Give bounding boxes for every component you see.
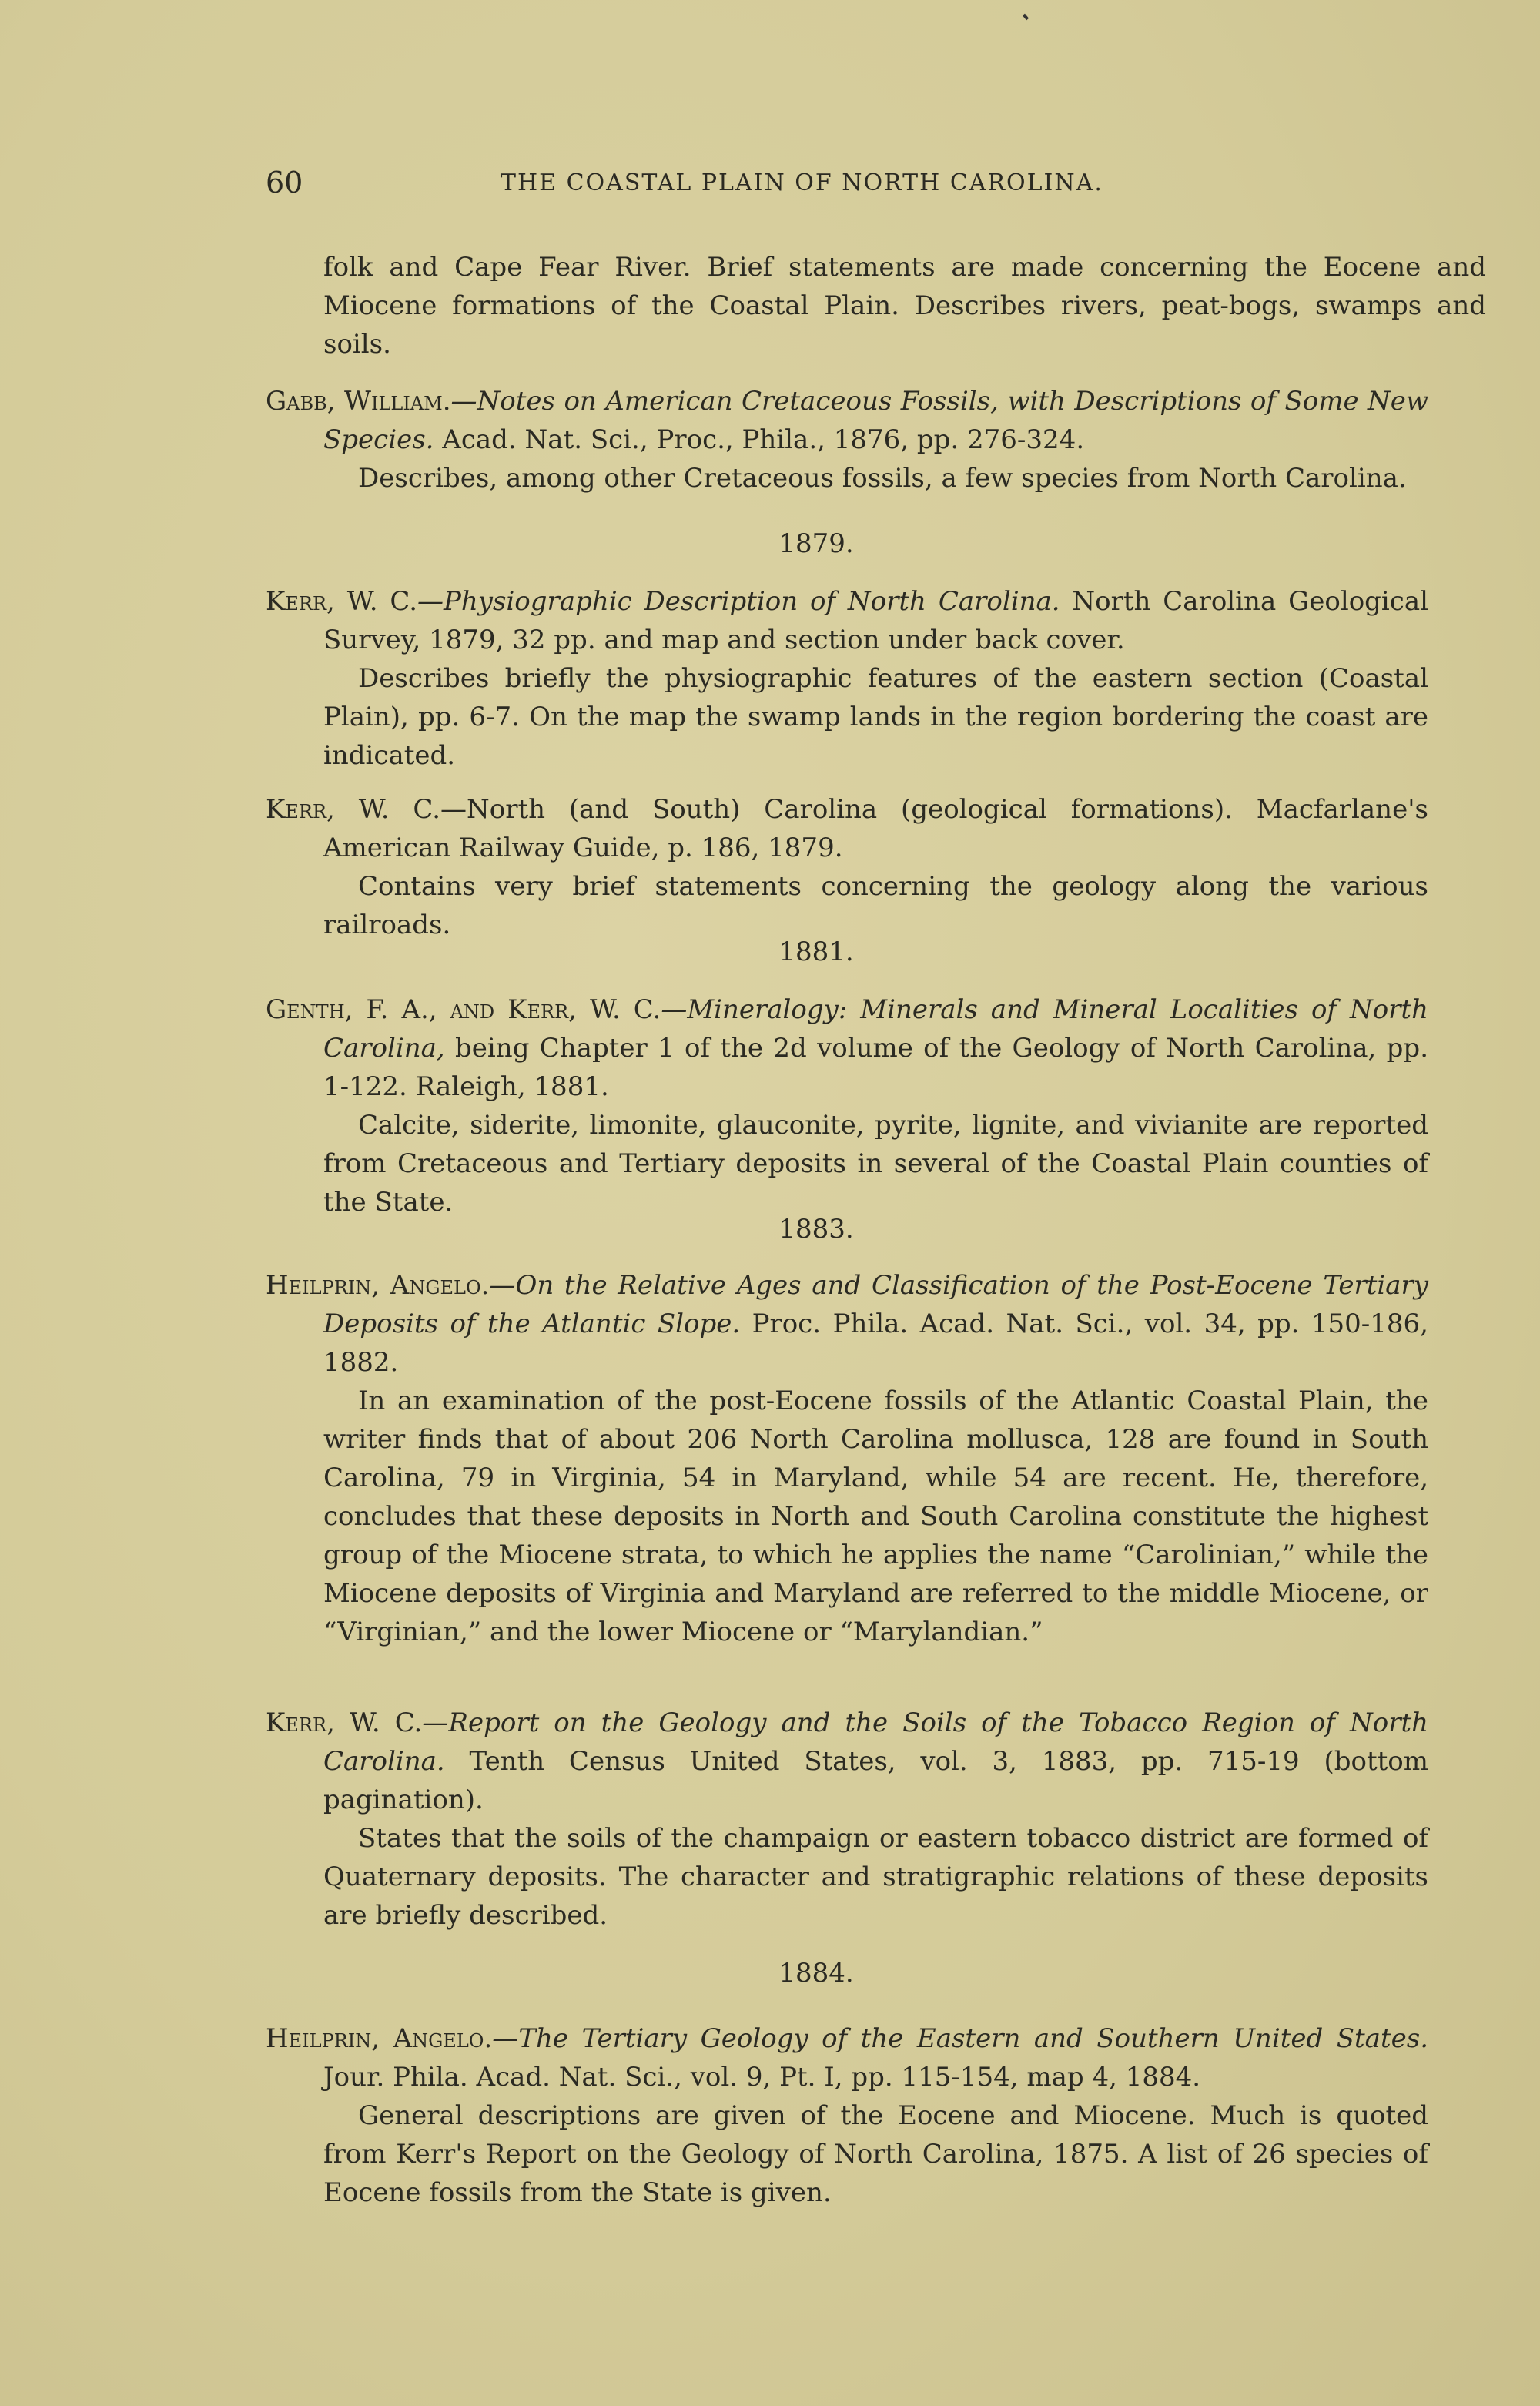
year-heading: 1883. (778, 1214, 854, 1245)
title: —Notes on American Cretaceous Fossils, with Descriptions of Some New Species. (323, 386, 1428, 455)
publication: Jour. Phila. Acad. Nat. Sci., vol. 9, Pt. I, pp. 115-154, map 4, 1884. (323, 2062, 1201, 2093)
page-number: 60 (266, 166, 303, 199)
continuation-paragraph: folk and Cape Fear River. Brief statements are made concerning the Eocene and Miocene formations of the Coastal Plain. Describes rivers, peat-bogs, swamps and soils. (323, 252, 1486, 360)
description: Describes, among other Cretaceous fossils, a few species from North Carolina. (358, 463, 1407, 494)
author: Kerr, W. C. (266, 794, 440, 825)
bibliography-entry (266, 1704, 1428, 1935)
bibliography-entry (266, 1266, 1428, 1651)
publication: being Chapter 1 of the 2d volume of the Geology of North Carolina, pp. 1-122. Raleigh, 1881. (323, 1033, 1428, 1102)
author: Kerr, W. C. (266, 1707, 423, 1738)
author: Genth, F. A., and Kerr, W. C. (266, 994, 661, 1025)
description: States that the soils of the champaign or eastern tobacco district are formed of Quaternary deposits. The character and stratigraphic relations of these deposits are briefly described. (323, 1823, 1428, 1931)
author: Heilprin, Angelo. (266, 2023, 493, 2054)
running-title: THE COASTAL PLAIN OF NORTH CAROLINA. (500, 169, 1103, 196)
title: —Report on the Geology and the Soils of the Tobacco Region of North Carolina. (323, 1707, 1429, 1777)
citation (266, 1266, 1428, 1382)
ink-speck (1023, 14, 1029, 21)
bibliography-entry (266, 582, 1428, 775)
publication: Acad. Nat. Sci., Proc., Phila., 1876, pp. 276-324. (434, 424, 1085, 455)
year-heading: 1881. (778, 937, 854, 967)
title: —The Tertiary Geology of the Eastern and Southern United States. (492, 2023, 1428, 2054)
citation (266, 2019, 1428, 2096)
citation (266, 990, 1428, 1106)
description: Describes briefly the physiographic features of the eastern section (Coastal Plain), pp. 6-7. On the map the swamp lands in the region bordering the coast are indicated. (323, 663, 1428, 771)
title: —On the Relative Ages and Classification of the Post-Eocene Tertiary Deposits of the Atlantic Slope. (323, 1270, 1428, 1339)
bibliography-entry (266, 990, 1428, 1221)
year-heading: 1884. (778, 1958, 854, 1989)
citation (266, 582, 1428, 659)
author: Kerr, W. C. (266, 586, 417, 617)
citation (266, 382, 1428, 459)
description: Calcite, siderite, limonite, glauconite, pyrite, lignite, and vivianite are reported from Cretaceous and Tertiary deposits in several of the Coastal Plain counties of the State. (323, 1110, 1428, 1218)
description: General descriptions are given of the Eocene and Miocene. Much is quoted from Kerr's Report on the Geology of North Carolina, 1875. A list of 26 species of Eocene fossils from the State is given. (323, 2100, 1428, 2208)
bibliography-entry (266, 382, 1428, 498)
author: Gabb, William. (266, 386, 451, 417)
title: —Mineralogy: Minerals and Mineral Localities of North Carolina, (323, 994, 1428, 1064)
publication: —North (and South) Carolina (geological formations). Macfarlane's American Railway Guide, p. 186, 1879. (323, 794, 1428, 863)
publication: Tenth Census United States, vol. 3, 1883, pp. 715-19 (bottom pagination). (323, 1746, 1428, 1815)
publication: Proc. Phila. Acad. Nat. Sci., vol. 34, pp. 150-186, 1882. (323, 1309, 1428, 1378)
publication: North Carolina Geological Survey, 1879, 32 pp. and map and section under back cover. (323, 586, 1428, 655)
bibliography-entry (266, 2019, 1428, 2212)
author: Heilprin, Angelo. (266, 1270, 490, 1301)
citation (266, 1704, 1428, 1819)
citation (266, 790, 1428, 867)
title: —Physiographic Description of North Carolina. (417, 586, 1060, 617)
bibliography-entry (266, 790, 1428, 944)
description: Contains very brief statements concerning the geology along the various railroads. (323, 871, 1428, 940)
description: In an examination of the post-Eocene fossils of the Atlantic Coastal Plain, the writer finds that of about 206 North Carolina mollusca, 128 are found in South Carolina, 79 in Virginia, 54 in Maryland, while 54 are recent. He, therefore, concludes that these deposits in North and South Carolina constitute the highest group of the Miocene strata, to which he applies the name “Carolinian,” while the Miocene deposits of Virginia and Maryland are referred to the middle Miocene, or “Virginian,” and the lower Miocene or “Marylandian.” (323, 1386, 1428, 1647)
year-heading: 1879. (778, 528, 854, 559)
